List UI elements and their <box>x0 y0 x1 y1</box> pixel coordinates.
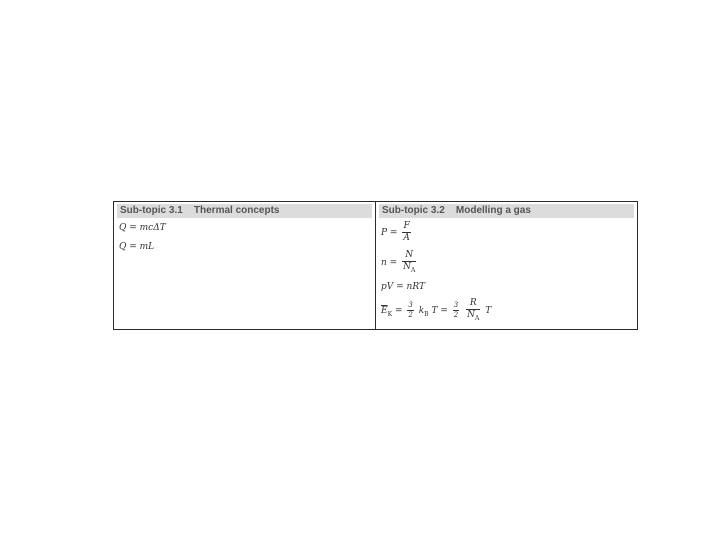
formula-table <box>113 201 638 330</box>
kinetic-fraction-3-den-sub: A <box>474 314 480 322</box>
kinetic-boltzmann-base: k <box>418 305 425 316</box>
kinetic-fraction-3-den-base: N <box>467 310 475 320</box>
kinetic-boltzmann <box>419 306 429 316</box>
equation-pressure <box>381 222 413 243</box>
moles-fraction <box>402 251 416 274</box>
moles-numerator: N <box>402 251 416 262</box>
kinetic-fraction-1-den: 2 <box>408 310 413 319</box>
equation-kinetic-energy <box>381 299 491 322</box>
kinetic-fraction-3-num: R <box>466 299 480 310</box>
kinetic-fraction-3-den <box>466 310 480 322</box>
subtopic-3-1-header: Sub-topic 3.1 Thermal concepts <box>117 204 372 218</box>
moles-denominator <box>402 262 416 274</box>
kinetic-boltzmann-sub: B <box>424 310 429 318</box>
pressure-denominator: A <box>403 233 410 243</box>
equation-moles-lhs: n = <box>381 257 398 268</box>
subtopic-3-1-column <box>114 202 376 329</box>
kinetic-lhs-sub: K <box>387 310 393 318</box>
kinetic-lhs-base: $\overline{E}$ <box>381 305 388 316</box>
kinetic-mid-tail: T = <box>431 305 448 316</box>
equation-specific-heat: Q = mcΔT <box>119 223 166 233</box>
equation-ideal-gas: pV = nRT <box>381 282 425 292</box>
kinetic-fraction-1 <box>407 302 413 319</box>
kinetic-fraction-2-den: 2 <box>453 310 459 319</box>
kinetic-fraction-1-num: 3 <box>408 300 413 309</box>
moles-denominator-sub: A <box>410 266 416 274</box>
kinetic-lhs <box>381 306 392 316</box>
pressure-fraction <box>402 222 411 243</box>
kinetic-fraction-2 <box>453 302 459 319</box>
equation-moles <box>381 251 418 274</box>
kinetic-tail: T <box>485 305 492 316</box>
kinetic-eq1: = <box>394 305 403 316</box>
equation-pressure-lhs: P = <box>381 228 398 238</box>
moles-denominator-base: N <box>403 262 411 272</box>
kinetic-fraction-3 <box>466 299 480 322</box>
subtopic-3-2-header: Sub-topic 3.2 Modelling a gas <box>379 204 634 218</box>
pressure-numerator: F <box>403 221 410 231</box>
equation-latent-heat: Q = mL <box>119 242 155 252</box>
kinetic-fraction-2-num: 3 <box>453 300 459 309</box>
subtopic-3-2-column <box>376 202 637 329</box>
